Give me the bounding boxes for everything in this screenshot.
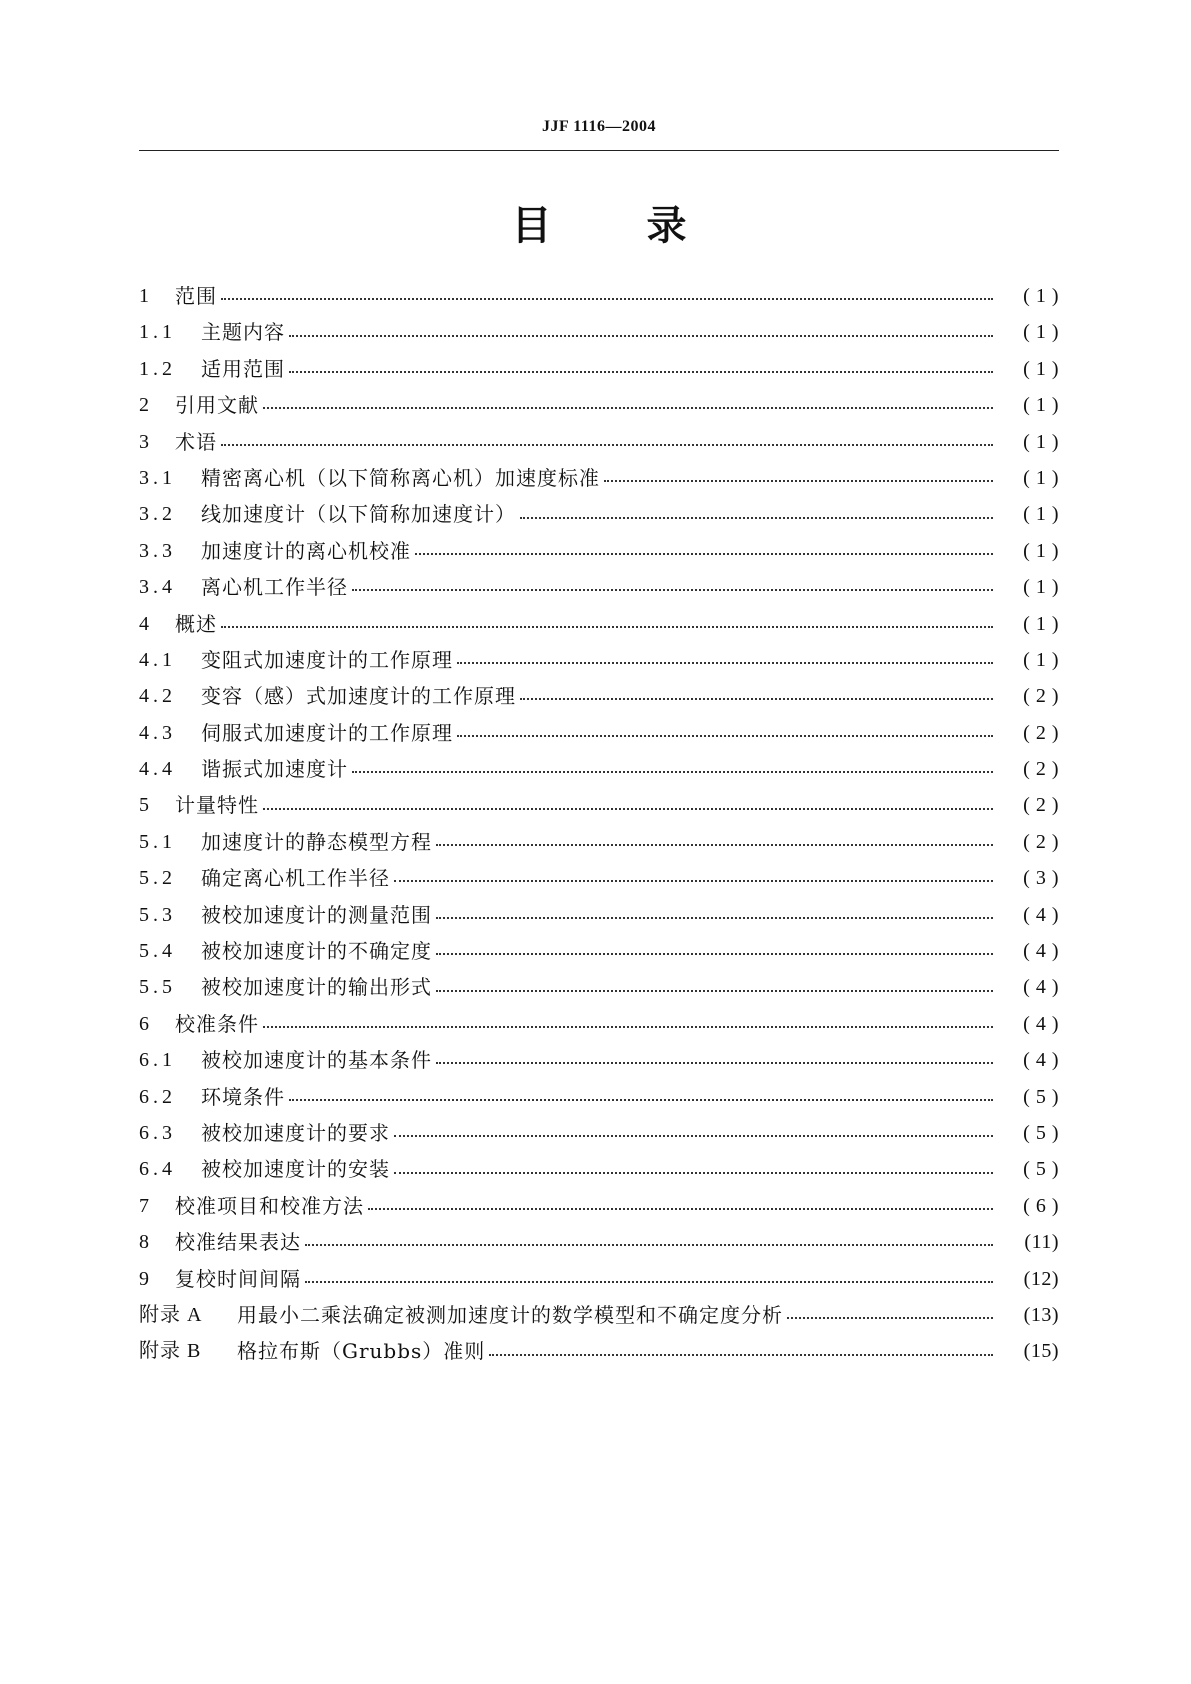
toc-entry[interactable] xyxy=(139,1188,1059,1224)
toc-entry-page: (13) xyxy=(1023,1303,1059,1326)
toc-entry-page: ( 4 ) xyxy=(1023,940,1059,963)
toc-entry-number: 4.1 xyxy=(139,648,176,671)
toc-entry-number: 1.1 xyxy=(139,321,176,344)
dot-leader xyxy=(457,662,993,664)
toc-entry-number: 5.3 xyxy=(139,903,176,926)
toc-entry-page: ( 2 ) xyxy=(1023,685,1059,708)
toc-entry-page: ( 1 ) xyxy=(1023,285,1059,307)
toc-entry-title: 引用文献 xyxy=(175,393,259,418)
toc-entry-title: 精密离心机（以下简称离心机）加速度标准 xyxy=(201,465,600,490)
toc-entry-number: 4.3 xyxy=(139,721,176,744)
toc-entry[interactable] xyxy=(139,1224,1059,1260)
toc-entry-page: ( 1 ) xyxy=(1023,357,1059,380)
toc-entry-number: 附录 A xyxy=(139,1303,203,1326)
toc-entry-page: ( 5 ) xyxy=(1023,1085,1059,1108)
toc-entry-title: 伺服式加速度计的工作原理 xyxy=(201,720,453,745)
dot-leader xyxy=(436,844,993,846)
table-of-contents xyxy=(139,278,1059,1370)
toc-entry[interactable] xyxy=(139,1115,1059,1151)
toc-entry-number: 6 xyxy=(139,1012,153,1035)
toc-entry-title: 环境条件 xyxy=(201,1084,285,1109)
toc-entry-title: 变容（感）式加速度计的工作原理 xyxy=(201,684,516,709)
toc-entry-title: 谐振式加速度计 xyxy=(201,757,348,782)
toc-entry[interactable] xyxy=(139,1333,1059,1369)
toc-entry-title: 被校加速度计的测量范围 xyxy=(201,902,432,927)
toc-entry-number: 5.2 xyxy=(139,867,176,890)
dot-leader xyxy=(787,1317,993,1319)
document-code-header: JJF 1116—2004 xyxy=(542,118,656,135)
dot-leader xyxy=(520,698,993,700)
toc-entry-page: ( 4 ) xyxy=(1023,1049,1059,1072)
toc-entry-title: 计量特性 xyxy=(175,793,259,818)
toc-entry-number: 8 xyxy=(139,1231,153,1254)
toc-entry-number: 6.2 xyxy=(139,1085,176,1108)
dot-leader xyxy=(489,1354,993,1356)
toc-entry[interactable] xyxy=(139,933,1059,969)
toc-entry-page: ( 2 ) xyxy=(1023,758,1059,781)
dot-leader xyxy=(368,1208,993,1210)
toc-entry-number: 2 xyxy=(139,394,153,417)
toc-entry-page: ( 5 ) xyxy=(1023,1158,1059,1181)
dot-leader xyxy=(289,371,993,373)
toc-entry-number: 1 xyxy=(139,285,153,307)
dot-leader xyxy=(263,1026,993,1028)
toc-entry-title: 范围 xyxy=(175,284,217,308)
toc-entry-page: ( 1 ) xyxy=(1023,539,1059,562)
toc-entry[interactable] xyxy=(139,351,1059,387)
toc-entry-title: 校准结果表达 xyxy=(175,1230,301,1255)
toc-entry-page: ( 2 ) xyxy=(1023,794,1059,817)
toc-entry-page: (12) xyxy=(1023,1267,1059,1290)
dot-leader xyxy=(436,990,993,992)
toc-entry-title: 用最小二乘法确定被测加速度计的数学模型和不确定度分析 xyxy=(237,1302,783,1327)
toc-entry-number: 3.3 xyxy=(139,539,176,562)
dot-leader xyxy=(289,335,993,337)
toc-entry-title: 复校时间间隔 xyxy=(175,1266,301,1291)
dot-leader xyxy=(352,589,993,591)
toc-entry-title: 格拉布斯（Grubbs）准则 xyxy=(237,1339,486,1364)
toc-entry-page: ( 1 ) xyxy=(1023,612,1059,635)
dot-leader xyxy=(289,1099,993,1101)
toc-entry-page: ( 1 ) xyxy=(1023,503,1059,526)
dot-leader xyxy=(415,553,993,555)
toc-entry-title: 被校加速度计的安装 xyxy=(201,1157,390,1182)
dot-leader xyxy=(305,1244,993,1246)
toc-entry-number: 5.1 xyxy=(139,830,176,853)
toc-entry[interactable] xyxy=(139,1297,1059,1333)
page-title xyxy=(139,194,1059,254)
toc-entry-page: ( 1 ) xyxy=(1023,394,1059,417)
toc-entry[interactable] xyxy=(139,387,1059,423)
title-char-right: 录 xyxy=(646,203,687,249)
toc-entry-title: 概述 xyxy=(175,611,217,636)
toc-entry[interactable] xyxy=(139,1151,1059,1187)
dot-leader xyxy=(221,626,993,628)
toc-entry-title: 加速度计的离心机校准 xyxy=(201,538,411,563)
dot-leader xyxy=(520,517,993,519)
toc-entry-page: ( 6 ) xyxy=(1023,1194,1059,1217)
toc-entry[interactable] xyxy=(139,569,1059,605)
toc-entry-number: 4.4 xyxy=(139,758,176,781)
toc-entry-page: ( 2 ) xyxy=(1023,830,1059,853)
toc-entry-title: 被校加速度计的要求 xyxy=(201,1120,390,1145)
toc-entry-number: 3.2 xyxy=(139,503,176,526)
dot-leader xyxy=(394,1135,993,1137)
toc-entry-title: 线加速度计（以下简称加速度计） xyxy=(201,502,516,527)
toc-entry-title: 校准项目和校准方法 xyxy=(175,1193,364,1218)
toc-entry-page: ( 4 ) xyxy=(1023,976,1059,999)
dot-leader xyxy=(263,808,993,810)
toc-entry-number: 4 xyxy=(139,612,153,635)
header-rule xyxy=(139,150,1059,151)
toc-entry[interactable] xyxy=(139,606,1059,642)
toc-entry-title: 适用范围 xyxy=(201,356,285,381)
toc-entry-number: 3.4 xyxy=(139,576,176,599)
toc-entry-number: 5.5 xyxy=(139,976,176,999)
toc-entry-title: 确定离心机工作半径 xyxy=(201,866,390,891)
toc-entry-number: 6.3 xyxy=(139,1121,176,1144)
toc-entry[interactable] xyxy=(139,1261,1059,1297)
toc-entry-page: ( 2 ) xyxy=(1023,721,1059,744)
dot-leader xyxy=(604,480,993,482)
toc-entry-page: ( 4 ) xyxy=(1023,1012,1059,1035)
toc-entry[interactable] xyxy=(139,751,1059,787)
toc-entry-title: 被校加速度计的不确定度 xyxy=(201,939,432,964)
toc-entry[interactable] xyxy=(139,533,1059,569)
toc-entry-title: 术语 xyxy=(175,429,217,454)
toc-entry-number: 6.1 xyxy=(139,1049,176,1072)
toc-entry[interactable] xyxy=(139,1079,1059,1115)
toc-entry[interactable] xyxy=(139,424,1059,460)
toc-entry-page: ( 1 ) xyxy=(1023,466,1059,489)
dot-leader xyxy=(436,917,993,919)
toc-entry[interactable] xyxy=(139,969,1059,1005)
toc-entry[interactable] xyxy=(139,860,1059,896)
title-char-left: 目 xyxy=(511,203,552,249)
dot-leader xyxy=(394,880,993,882)
toc-entry-number: 6.4 xyxy=(139,1158,176,1181)
toc-entry-page: ( 5 ) xyxy=(1023,1121,1059,1144)
toc-entry[interactable] xyxy=(139,642,1059,678)
toc-entry-number: 3 xyxy=(139,430,153,453)
toc-entry[interactable] xyxy=(139,496,1059,532)
toc-entry[interactable] xyxy=(139,278,1059,314)
toc-entry-title: 加速度计的静态模型方程 xyxy=(201,829,432,854)
toc-entry-title: 离心机工作半径 xyxy=(201,575,348,600)
toc-entry-number: 附录 B xyxy=(139,1340,202,1363)
toc-entry-page: (11) xyxy=(1024,1231,1059,1254)
toc-entry[interactable] xyxy=(139,1006,1059,1042)
toc-entry-number: 4.2 xyxy=(139,685,176,708)
toc-entry-title: 变阻式加速度计的工作原理 xyxy=(201,647,453,672)
toc-entry-page: ( 1 ) xyxy=(1023,648,1059,671)
toc-entry-page: ( 1 ) xyxy=(1023,576,1059,599)
toc-entry-page: (15) xyxy=(1023,1340,1059,1363)
toc-entry-title: 被校加速度计的输出形式 xyxy=(201,975,432,1000)
toc-entry-title: 被校加速度计的基本条件 xyxy=(201,1048,432,1073)
dot-leader xyxy=(263,407,993,409)
toc-entry-page: ( 4 ) xyxy=(1023,903,1059,926)
toc-entry-page: ( 1 ) xyxy=(1023,430,1059,453)
dot-leader xyxy=(221,444,993,446)
toc-entry[interactable] xyxy=(139,460,1059,496)
dot-leader xyxy=(352,771,993,773)
toc-entry-number: 5 xyxy=(139,794,153,817)
dot-leader xyxy=(221,298,993,300)
dot-leader xyxy=(457,735,993,737)
toc-entry-title: 主题内容 xyxy=(201,320,285,345)
toc-entry-page: ( 1 ) xyxy=(1023,321,1059,344)
dot-leader xyxy=(394,1172,993,1174)
toc-entry[interactable] xyxy=(139,314,1059,350)
toc-entry-page: ( 3 ) xyxy=(1023,867,1059,890)
toc-entry-number: 9 xyxy=(139,1267,153,1290)
toc-entry[interactable] xyxy=(139,715,1059,751)
toc-entry[interactable] xyxy=(139,678,1059,714)
toc-entry-number: 7 xyxy=(139,1194,153,1217)
toc-entry[interactable] xyxy=(139,787,1059,823)
dot-leader xyxy=(305,1281,993,1283)
toc-entry-number: 1.2 xyxy=(139,357,176,380)
toc-entry[interactable] xyxy=(139,897,1059,933)
toc-entry-title: 校准条件 xyxy=(175,1011,259,1036)
dot-leader xyxy=(436,1062,993,1064)
toc-entry[interactable] xyxy=(139,1042,1059,1078)
toc-entry[interactable] xyxy=(139,824,1059,860)
toc-entry-number: 5.4 xyxy=(139,940,176,963)
toc-entry-number: 3.1 xyxy=(139,466,176,489)
dot-leader xyxy=(436,953,993,955)
